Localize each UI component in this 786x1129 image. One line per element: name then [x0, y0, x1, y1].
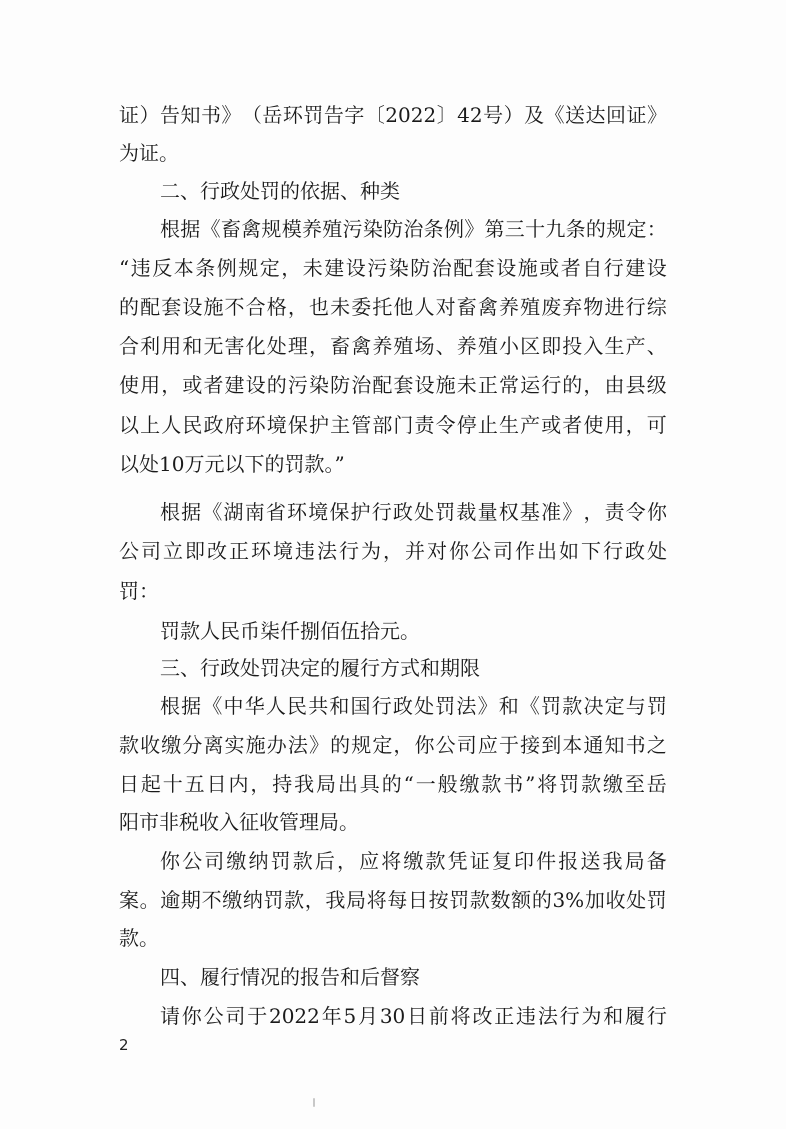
text-line-5: “ 违 反 本 条 例 规 定 ， 未 建 设 污 染 防 治 配 套 设 施 或 者 自 行 建 设	[119, 256, 667, 280]
text-line-4: 根 据 《 畜 禽 规 模 养 殖 污 染 防 治 条 例 》 第 三 十 九 条 的 规 定 ：	[160, 217, 667, 241]
text-line-7: 合 利 用 和 无 害 化 处 理 ， 畜 禽 养 殖 场 、 养 殖 小 区 即 投 入 生 产 、	[119, 334, 667, 358]
section-heading-3: 三、行政处罚决定的履行方式和期限	[160, 656, 480, 680]
text-line-20: 你 公 司 缴 纳 罚 款 后 ， 应 将 缴 款 凭 证 复 印 件 报 送 我 局 备	[160, 849, 667, 873]
text-line-17: 款 收 缴 分 离 实 施 办 法 》 的 规 定 ， 你 公 司 应 于 接 到 本 通 知 书 之	[119, 733, 667, 757]
text-line-1: 证 ） 告 知 书 》 （ 岳 环 罚 告 字 〔 2022 〕 42 号 ） 及 《 送 达 回 证 》	[119, 103, 667, 127]
text-line-8: 使 用 ， 或 者 建 设 的 污 染 防 治 配 套 设 施 未 正 常 运 行 的 ， 由 县 级	[119, 373, 667, 397]
text-line-12: 公 司 立 即 改 正 环 境 违 法 行 为 ， 并 对 你 公 司 作 出 如 下 行 政 处	[119, 539, 667, 563]
text-line-18: 日 起 十 五 日 内 ， 持 我 局 出 具 的 “ 一 般 缴 款 书 ” 将 罚 款 缴 至 岳	[119, 772, 667, 796]
text-line-11: 根 据 《 湖 南 省 环 境 保 护 行 政 处 罚 裁 量 权 基 准 》 ， 责 令 你	[160, 500, 667, 524]
section-heading-4: 四、履行情况的报告和后督察	[160, 965, 420, 989]
text-line-21: 案 。 逾 期 不 缴 纳 罚 款 ， 我 局 将 每 日 按 罚 款 数 额 的 3% 加 收 处 罚	[119, 888, 667, 912]
text-line-9: 以 上 人 民 政 府 环 境 保 护 主 管 部 门 责 令 停 止 生 产 或 者 使 用 ， 可	[119, 413, 667, 437]
text-line-16: 根 据 《 中 华 人 民 共 和 国 行 政 处 罚 法 》 和 《 罚 款 决 定 与 罚	[160, 694, 667, 718]
fine-amount: 罚款人民币柒仟捌佰伍拾元。	[160, 619, 420, 643]
text-line-6: 的 配 套 设 施 不 合 格 ， 也 未 委 托 他 人 对 畜 禽 养 殖 废 弃 物 进 行 综	[119, 295, 667, 319]
text-line-2: 为证。	[119, 141, 179, 165]
section-heading-2: 二、行政处罚的依据、种类	[160, 179, 400, 203]
text-line-24: 请 你 公 司 于 2022 年 5 月 30 日 前 将 改 正 违 法 行 为 和 履 行	[160, 1004, 667, 1028]
text-line-13: 罚：	[119, 579, 159, 603]
scan-mark	[313, 1098, 315, 1107]
text-line-19: 阳市非税收入征收管理局。	[119, 810, 359, 834]
text-line-22: 款。	[119, 926, 159, 950]
page-number: 2	[119, 1036, 129, 1054]
text-line-10: 以处10万元以下的罚款。”	[119, 452, 345, 476]
